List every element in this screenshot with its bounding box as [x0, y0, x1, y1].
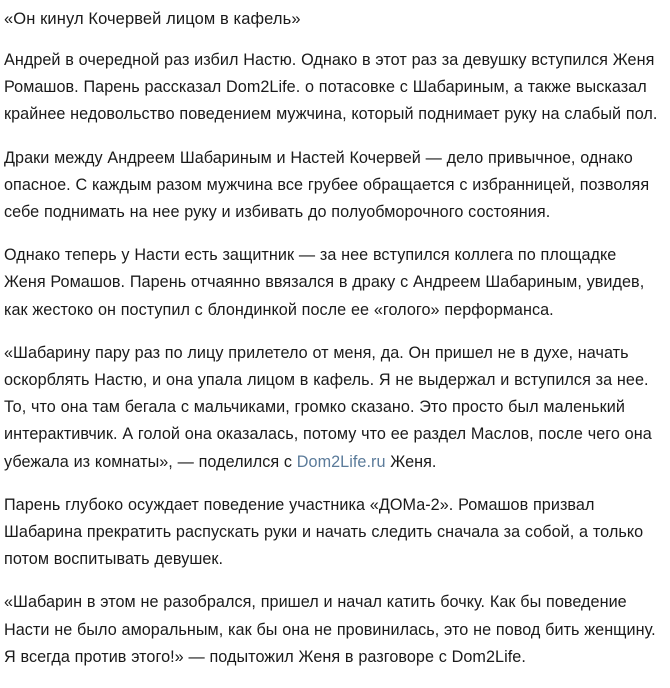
- article-paragraph-4: [4, 340, 658, 476]
- article-paragraph-6: «Шабарин в этом не разобрался, пришел и начал катить бочку. Как бы поведение Насти не было аморальным, как бы она не провинилась, это не повод бить женщину. Я всегда против этого!» — подытожил Женя в разговоре с Dom2Life.: [4, 593, 656, 666]
- article-paragraph-5: Парень глубоко осуждает поведение участника «ДОМа-2». Ромашов призвал Шабарина прекратить распускать руки и начать следить сначала за собой, а только потом воспитывать девушек.: [4, 495, 644, 569]
- article-paragraph-2: Драки между Андреем Шабариным и Настей Кочервей — дело привычное, однако опасное. С каждым разом мужчина все грубее обращается с избранницей, позволяя себе поднимать на нее руку и избивать до полуобморочного состояния.: [4, 148, 650, 222]
- quote-text-before-link: «Шабарину пару раз по лицу прилетело от меня, да. Он пришел не в духе, начать оскорблять Настю, и она упала лицом в кафель. Я не выдержал и вступился за нее. То, что она там бегала с мальчиками, громко сказано. Это просто был маленький интерактивчик. А голой она оказалась, потому что ее раздел Маслов, после чего она убежала из комнаты», — поделился с: [4, 343, 652, 471]
- article-paragraph-1: Андрей в очередной раз избил Настю. Однако в этот раз за девушку вступился Женя Ромашов. Парень рассказал Dom2Life. о потасовке с Шабариным, а также высказал крайнее недовольство поведением мужчина, который поднимает руку на слабый пол.: [4, 51, 658, 124]
- quote-text-after-link: Женя.: [385, 452, 437, 471]
- article-paragraph-3: Однако теперь у Насти есть защитник — за нее вступился коллега по площадке Женя Ромашов. Парень отчаянно ввязался в драку с Андреем Шабариным, увидев, как жестоко он поступил с блондинкой после ее «голого» перформанса.: [4, 246, 645, 319]
- dom2life-source-link[interactable]: Dom2Life.ru: [296, 452, 386, 471]
- article-title: «Он кинул Кочервей лицом в кафель»: [4, 10, 301, 28]
